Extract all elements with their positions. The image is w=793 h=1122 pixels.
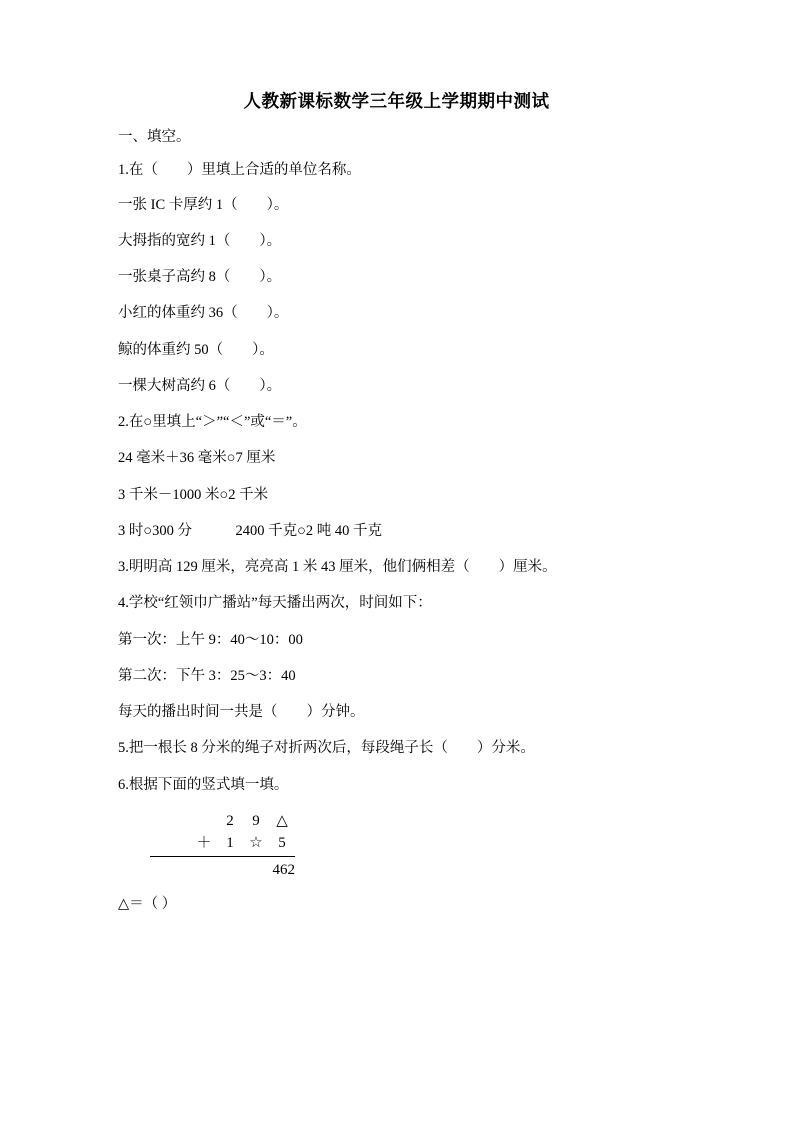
question-1-item-e: 鲸的体重约 50（ ）。	[118, 341, 274, 358]
question-4-item-b: 第二次：下午 3：25～3：40	[118, 667, 296, 684]
vertical-rule-divider	[150, 856, 295, 857]
vertical-addend-bottom	[150, 833, 295, 855]
addend2-digit-3: 5	[278, 834, 286, 851]
question-5: 5.把一根长 8 分米的绳子对折两次后，每段绳子长（ ）分米。	[118, 740, 535, 757]
vertical-addition-diagram	[118, 811, 675, 882]
question-1-item-d: 小红的体重约 36（ ）。	[118, 305, 289, 322]
addend2-digit-2-star: ☆	[249, 834, 263, 851]
sum-digit-2: 6	[280, 862, 288, 879]
question-1-item-a: 一张 IC 卡厚约 1（ ）。	[118, 196, 289, 213]
addend1-digit-3-triangle: △	[276, 812, 288, 829]
section-heading-fill-in-blanks: 一、填空。	[118, 129, 191, 145]
question-6: 6.根据下面的竖式填一填。	[118, 776, 289, 793]
sum-digit-1: 4	[272, 862, 280, 879]
question-4-item-a: 第一次：上午 9：40～10：00	[118, 631, 303, 648]
sum-digit-3: 2	[287, 862, 295, 879]
question-6-answer-prompt: △＝（ ）	[118, 896, 177, 912]
question-1-item-f: 一棵大树高约 6（ ）。	[118, 377, 282, 394]
question-1-item-c: 一张桌子高约 8（ ）。	[118, 269, 282, 285]
addend2-digit-1: 1	[226, 834, 234, 851]
question-4-item-c: 每天的播出时间一共是（ ）分钟。	[118, 704, 365, 720]
plus-sign-icon: ＋	[196, 834, 212, 851]
question-1: 1.在（ ）里填上合适的单位名称。	[118, 161, 361, 178]
page-title: 人教新课标数学三年级上学期期中测试	[243, 91, 550, 111]
question-2-item-c: 3 时○300 分 2400 千克○2 吨 40 千克	[118, 522, 383, 539]
addend1-digit-1: 2	[226, 812, 234, 829]
vertical-sum	[150, 860, 295, 882]
question-1-item-b: 大拇指的宽约 1（ ）。	[118, 232, 282, 249]
question-2-item-b: 3 千米－1000 米○2 千米	[118, 486, 269, 503]
question-2-item-a: 24 毫米＋36 毫米○7 厘米	[118, 450, 276, 467]
question-3: 3.明明高 129 厘米，亮亮高 1 米 43 厘米，他们俩相差（ ）厘米。	[118, 559, 557, 575]
question-4: 4.学校“红领巾广播站”每天播出两次，时间如下：	[118, 595, 432, 612]
vertical-addend-top	[150, 811, 295, 833]
addend1-digit-2: 9	[252, 812, 260, 829]
question-2: 2.在○里填上“＞”“＜”或“＝”。	[118, 414, 307, 430]
